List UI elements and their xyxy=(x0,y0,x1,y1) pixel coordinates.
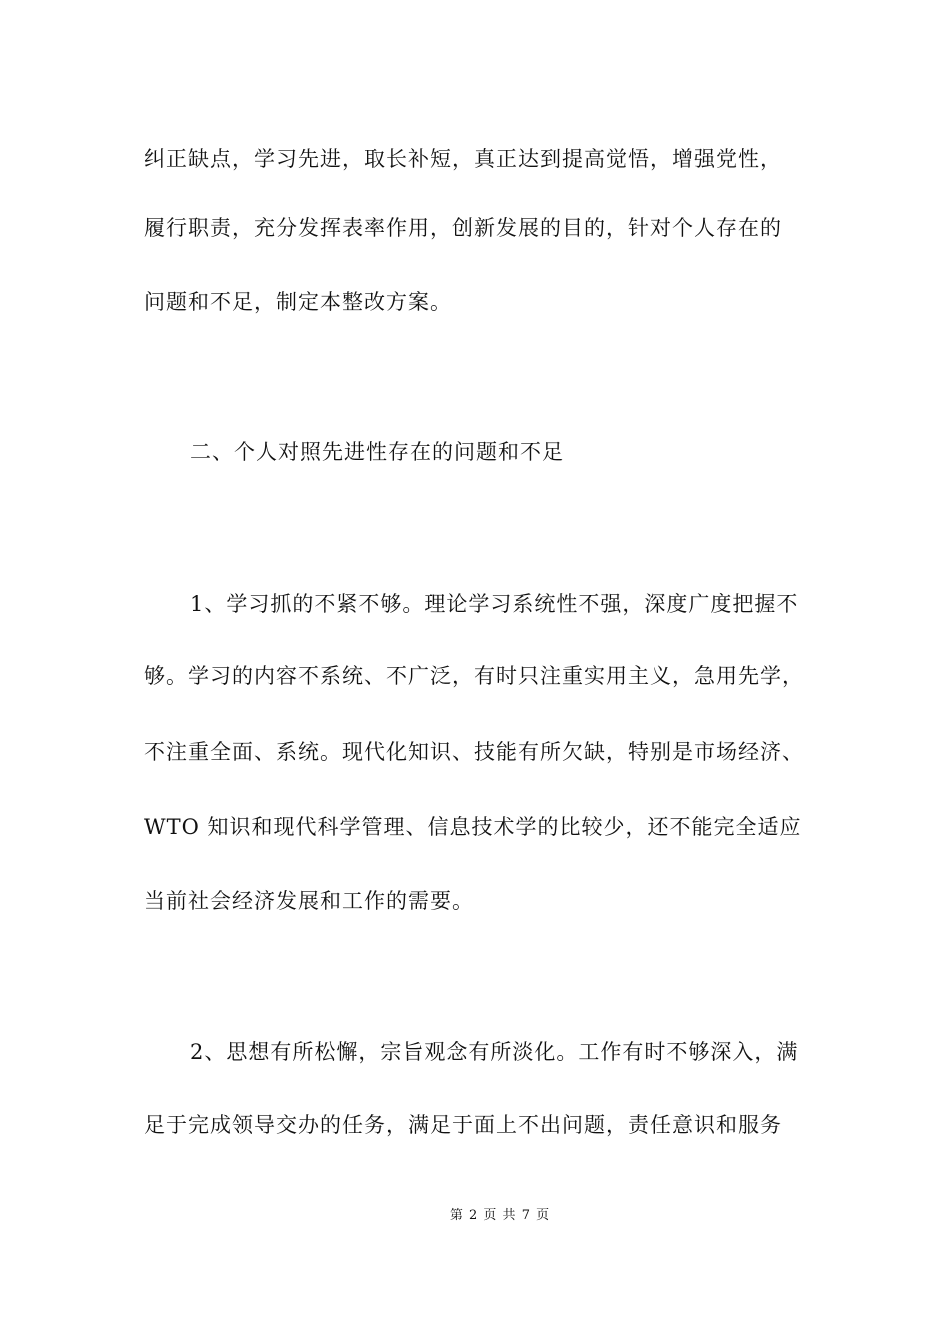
section-heading: 二、个人对照先进性存在的问题和不足 xyxy=(190,440,564,464)
paragraph-line: 问题和不足，制定本整改方案。 xyxy=(144,290,452,314)
item1-line: 当前社会经济发展和工作的需要。 xyxy=(144,889,474,913)
item1-line: 够。学习的内容不系统、不广泛，有时只注重实用主义，急用先学， xyxy=(144,664,804,688)
page-number-footer: 第 2 页 共 7 页 xyxy=(449,1208,551,1223)
item1-line: WTO 知识和现代科学管理、信息技术学的比较少，还不能完全适应 xyxy=(144,815,802,839)
item1-line: 不注重全面、系统。现代化知识、技能有所欠缺，特别是市场经济、 xyxy=(144,740,804,764)
item1-line: 1、学习抓的不紧不够。理论学习系统性不强，深度广度把握不 xyxy=(190,592,799,616)
paragraph-line: 履行职责，充分发挥表率作用，创新发展的目的，针对个人存在的 xyxy=(144,216,782,240)
paragraph-line: 纠正缺点，学习先进，取长补短，真正达到提高觉悟，增强党性， xyxy=(144,147,782,171)
item2-line: 足于完成领导交办的任务，满足于面上不出问题，责任意识和服务 xyxy=(144,1113,782,1137)
item2-line: 2、思想有所松懈，宗旨观念有所淡化。工作有时不够深入，满 xyxy=(190,1040,799,1064)
